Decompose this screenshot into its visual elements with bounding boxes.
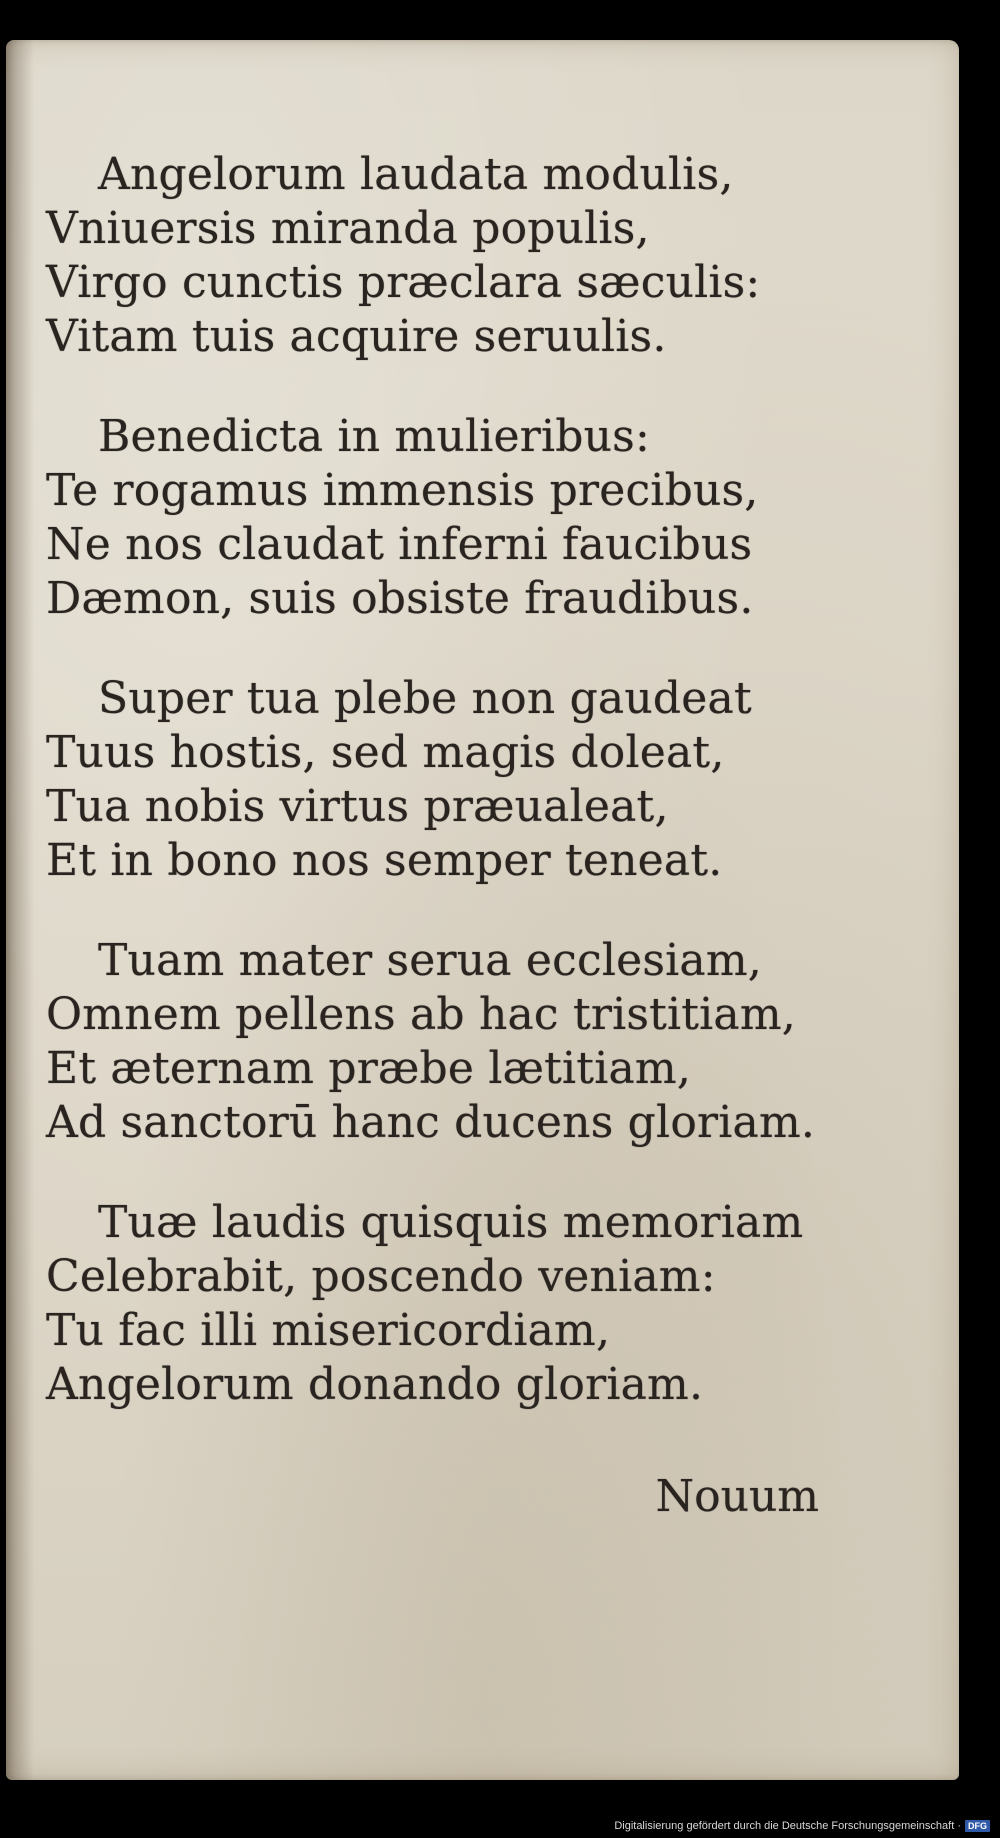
verse-line: Omnem pellens ab hac tristitiam, bbox=[46, 989, 796, 1040]
verse-line: Et æternam præbe lætitiam, bbox=[46, 1043, 692, 1094]
verse-line: Ne nos claudat inferni faucibus bbox=[46, 519, 753, 570]
dfg-logo-icon: DFG bbox=[965, 1820, 990, 1832]
verse-line: Celebrabit, poscendo veniam: bbox=[46, 1251, 716, 1302]
verse-line: Tuæ laudis quisquis memoriam bbox=[98, 1197, 804, 1248]
verse-line: Dæmon, suis obsiste fraudibus. bbox=[46, 573, 754, 624]
verse-line: Et in bono nos semper teneat. bbox=[46, 835, 723, 886]
verse-line: Tuus hostis, sed magis doleat, bbox=[46, 727, 725, 778]
stanza-1 bbox=[46, 148, 846, 364]
verse-line: Tua nobis virtus præualeat, bbox=[46, 781, 669, 832]
verse-line: Tuam mater serua ecclesiam, bbox=[98, 935, 762, 986]
digitization-credit bbox=[614, 1820, 990, 1832]
stanza-2 bbox=[46, 410, 846, 626]
catchword: Nouum bbox=[655, 1471, 819, 1522]
verse-line: Vniuersis miranda populis, bbox=[46, 203, 650, 254]
credit-text: Digitalisierung gefördert durch die Deutsche Forschungsgemeinschaft · bbox=[614, 1820, 961, 1832]
verse-line: Vitam tuis acquire seruulis. bbox=[46, 311, 667, 362]
hymn-text bbox=[46, 148, 846, 1412]
verse-line: Angelorum donando gloriam. bbox=[46, 1359, 704, 1410]
stanza-5 bbox=[46, 1196, 846, 1412]
verse-line: Ad sanctorū hanc ducens gloriam. bbox=[46, 1097, 816, 1148]
stanza-3 bbox=[46, 672, 846, 888]
verse-line: Tu fac illi misericordiam, bbox=[46, 1305, 611, 1356]
stanza-4 bbox=[46, 934, 846, 1150]
verse-line: Benedicta in mulieribus: bbox=[98, 411, 650, 462]
verse-line: Super tua plebe non gaudeat bbox=[98, 673, 752, 724]
verse-line: Te rogamus immensis precibus, bbox=[46, 465, 759, 516]
book-page bbox=[6, 40, 959, 1780]
verse-line: Virgo cunctis præclara sæculis: bbox=[46, 257, 761, 308]
verse-line: Angelorum laudata modulis, bbox=[98, 149, 734, 200]
page-gutter-shadow bbox=[6, 40, 34, 1780]
